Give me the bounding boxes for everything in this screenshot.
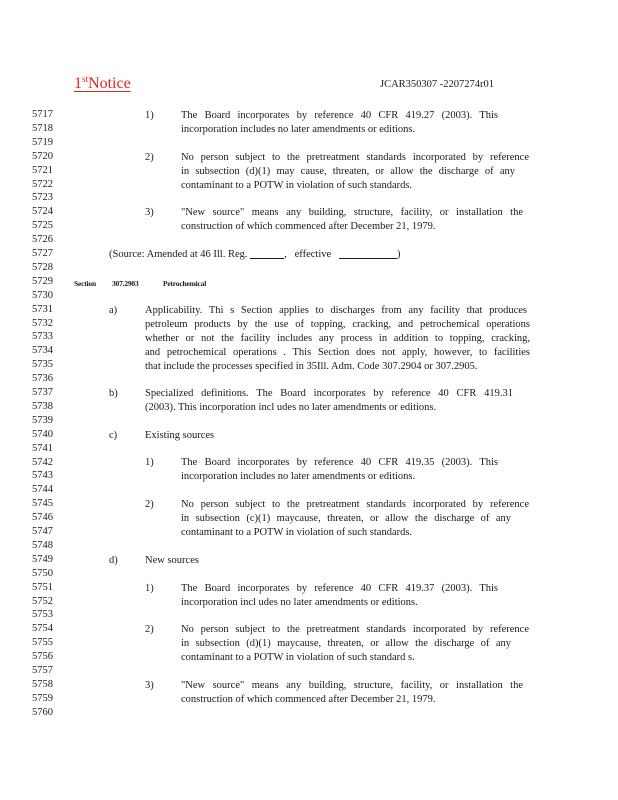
line-number: 5719 [32, 136, 53, 148]
item-label: b) [109, 388, 118, 399]
text-line: No person subject to the pretreatment standards incorporated by reference [181, 624, 529, 635]
item-label: 1) [145, 583, 154, 594]
line-number: 5741 [32, 442, 53, 454]
line-number: 5738 [32, 400, 53, 412]
text-line: No person subject to the pretreatment standards incorporated by reference [181, 499, 529, 510]
text-line: in subsection (d)(1) may cause, threaten, or allow the discharge of any [181, 166, 515, 177]
section-label: Section [74, 279, 96, 288]
line-number: 5759 [32, 692, 53, 704]
text-line: The Board incorporates by reference 40 CFR 419.35 (2003). This [181, 457, 498, 468]
line-number: 5744 [32, 484, 53, 496]
line-number: 5717 [32, 109, 53, 120]
line-number: 5757 [32, 665, 53, 676]
section-title: Petrochemical [163, 279, 207, 288]
source-note: (Source: Amended at 46 Ill. Reg. , effective ) [109, 249, 401, 260]
text-line: incorporation includes no later amendments or editions. [181, 471, 416, 482]
line-number: 5739 [32, 414, 53, 426]
text-line: incorporation includes no later amendments or editions. [181, 124, 416, 135]
line-number: 5734 [32, 345, 53, 357]
line-number: 5756 [32, 651, 53, 663]
line-number: 5743 [32, 470, 53, 482]
line-number: 5755 [32, 637, 53, 649]
subsection-title: New sources [145, 555, 199, 566]
line-number: 5732 [32, 317, 53, 329]
text-line: contaminant to a POTW in violation of such standard s. [181, 652, 415, 663]
line-number: 5725 [32, 220, 53, 232]
item-label: c) [109, 430, 118, 441]
line-number: 5730 [32, 289, 53, 301]
line-number: 5737 [32, 387, 53, 398]
line-number: 5720 [32, 150, 53, 162]
text-line: (2003). This incorporation incl udes no later amendments or editions. [145, 402, 437, 413]
line-number: 5722 [32, 178, 53, 190]
item-label: 3) [145, 680, 154, 691]
line-number: 5726 [32, 234, 53, 246]
text-line: in subsection (d)(1) maycause, threaten, or allow the discharge of any [181, 638, 511, 649]
line-number: 5752 [32, 595, 53, 607]
blank-line [339, 248, 397, 259]
text-line: construction of which commenced after December 21, 1979. [181, 221, 436, 232]
text-line: construction of which commenced after December 21, 1979. [181, 694, 436, 705]
line-number: 5736 [32, 373, 53, 385]
text-line: in subsection (c)(1) maycause, threaten, or allow the discharge of any [181, 513, 511, 524]
line-number: 5718 [32, 122, 53, 134]
text-line: Applicability. Thi s Section applies to discharges from any facility that produces [145, 305, 527, 316]
line-number: 5745 [32, 498, 53, 510]
text-line: No person subject to the pretreatment standards incorporated by reference [181, 152, 529, 163]
item-label: 2) [145, 624, 154, 635]
subsection-title: Existing sources [145, 430, 215, 441]
line-number: 5733 [32, 331, 53, 343]
text-line: that include the processes specified in 35Ill. Adm. Code 307.2904 or 307.2905. [145, 361, 478, 372]
line-number: 5740 [32, 428, 53, 440]
text-line: contaminant to a POTW in violation of such standards. [181, 180, 413, 191]
text-line: and petrochemical operations . This Section does not apply, however, to facilities [145, 347, 530, 358]
item-label: 1) [145, 457, 154, 468]
line-number: 5748 [32, 539, 53, 551]
line-number: 5727 [32, 248, 53, 259]
text-line: whether or not the facility includes any process in addition to topping, cracking, [145, 333, 530, 344]
line-number: 5758 [32, 678, 53, 690]
line-number: 5721 [32, 164, 53, 176]
text-line: contaminant to a POTW in violation of such standards. [181, 527, 413, 538]
item-label: 2) [145, 499, 154, 510]
notice-heading: 1stNotice [74, 74, 131, 92]
line-number: 5729 [32, 275, 53, 287]
line-number: 5731 [32, 303, 53, 315]
line-number: 5749 [32, 553, 53, 565]
line-number: 5728 [32, 261, 53, 273]
text-line: Specialized definitions. The Board incorporates by reference 40 CFR 419.31 [145, 388, 513, 399]
text-line: The Board incorporates by reference 40 CFR 419.27 (2003). This [181, 110, 498, 121]
text-line: incorporation incl udes no later amendments or editions. [181, 597, 418, 608]
line-number: 5724 [32, 206, 53, 218]
text-line: "New source" means any building, structure, facility, or installation the [181, 207, 523, 218]
item-label: 3) [145, 207, 154, 218]
line-number: 5760 [32, 706, 53, 718]
line-number: 5746 [32, 512, 53, 524]
line-number: 5751 [32, 581, 53, 593]
line-number: 5723 [32, 192, 53, 204]
section-number: 307.2903 [112, 279, 139, 288]
item-label: d) [109, 555, 118, 566]
document-id: JCAR350307 -2207274r01 [380, 79, 495, 90]
text-line: The Board incorporates by reference 40 CFR 419.37 (2003). This [181, 583, 498, 594]
line-number: 5735 [32, 359, 53, 371]
text-line: "New source" means any building, structure, facility, or installation the [181, 680, 523, 691]
line-number: 5742 [32, 456, 53, 468]
item-label: 2) [145, 152, 154, 163]
item-label: 1) [145, 110, 154, 121]
line-number: 5747 [32, 526, 53, 537]
blank-line [250, 248, 284, 259]
line-number: 5753 [32, 609, 53, 621]
text-line: petroleum products by the use of topping, cracking, and petrochemical operations [145, 319, 530, 330]
line-number: 5750 [32, 567, 53, 579]
item-label: a) [109, 305, 118, 316]
line-number: 5754 [32, 623, 53, 635]
